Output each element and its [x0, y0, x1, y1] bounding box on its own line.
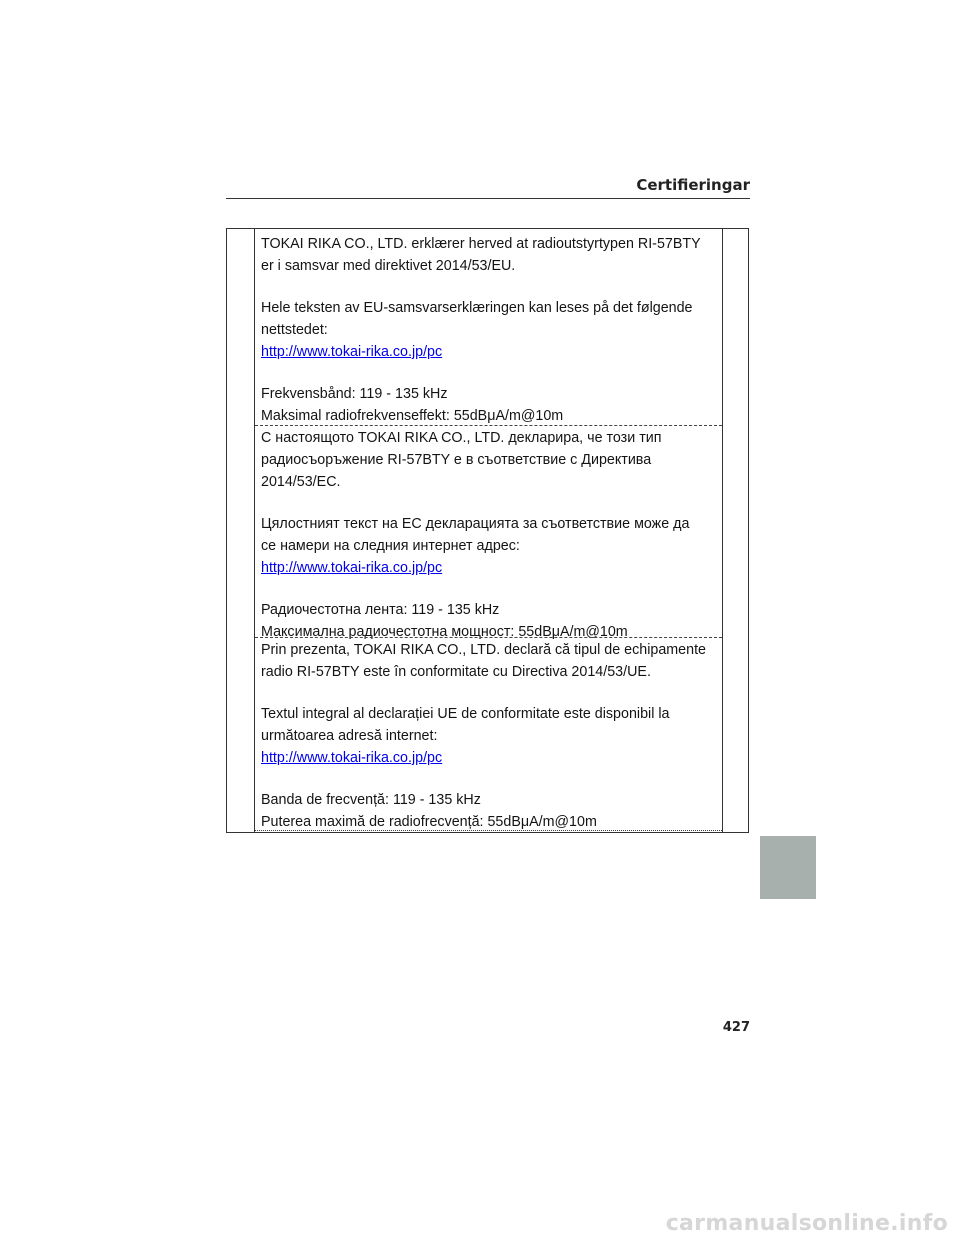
section-separator — [255, 425, 722, 426]
text-line: Prin prezenta, TOKAI RIKA CO., LTD. declară că tipul de echipamente — [261, 642, 707, 658]
declaration-url-link[interactable]: http://www.tokai-rika.co.jp/pc — [261, 750, 443, 766]
text-line: радиосъоръжение RI-57BTY е в съответствие с Директива — [261, 452, 652, 468]
full-text-paragraph — [261, 297, 714, 363]
watermark: carmanualsonline.info — [665, 1211, 948, 1236]
chapter-side-tab — [760, 836, 816, 899]
section-norwegian — [261, 233, 714, 427]
full-text-paragraph — [261, 703, 714, 769]
text-line: radio RI-57BTY este în conformitate cu Directiva 2014/53/UE. — [261, 664, 651, 680]
bottom-dotted-rule — [255, 830, 722, 831]
text-line: TOKAI RIKA CO., LTD. erklærer herved at radioutstyrtypen RI-57BTY — [261, 236, 701, 252]
frequency-band: Радиочестотна лента: 119 - 135 kHz — [261, 602, 500, 618]
declaration-paragraph — [261, 639, 714, 683]
declaration-paragraph — [261, 233, 714, 277]
text-line: er i samsvar med direktivet 2014/53/EU. — [261, 258, 516, 274]
text-line: nettstedet: — [261, 322, 328, 338]
max-power: Puterea maximă de radiofrecvență: 55dBμA/m@10m — [261, 814, 597, 830]
section-romanian — [261, 639, 714, 833]
declaration-paragraph — [261, 427, 714, 493]
full-text-paragraph — [261, 513, 714, 579]
certification-inner-frame — [254, 229, 723, 832]
text-line: următoarea adresă internet: — [261, 728, 438, 744]
frequency-band: Frekvensbånd: 119 - 135 kHz — [261, 386, 448, 402]
max-power: Maksimal radiofrekvenseffekt: 55dBμA/m@10m — [261, 408, 564, 424]
declaration-url-link[interactable]: http://www.tokai-rika.co.jp/pc — [261, 560, 443, 576]
text-line: 2014/53/ЕС. — [261, 474, 341, 490]
frequency-band: Banda de frecvență: 119 - 135 kHz — [261, 792, 481, 808]
section-bulgarian — [261, 427, 714, 643]
page-number: 427 — [722, 1020, 750, 1035]
header-rule — [226, 198, 750, 199]
text-line: Hele teksten av EU-samsvarserklæringen kan leses på det følgende — [261, 300, 693, 316]
declaration-url-link[interactable]: http://www.tokai-rika.co.jp/pc — [261, 344, 443, 360]
text-line: Цялостният текст на ЕС декларацията за съответствие може да — [261, 516, 690, 532]
frequency-paragraph — [261, 789, 714, 833]
section-separator — [255, 637, 722, 638]
page-header-title: Certifieringar — [636, 176, 750, 194]
certification-box — [226, 228, 749, 833]
max-power: Максимална радиочестотна мощност: 55dBμA/m@10m — [261, 624, 628, 640]
text-line: Textul integral al declarației UE de conformitate este disponibil la — [261, 706, 670, 722]
frequency-paragraph — [261, 383, 714, 427]
text-line: се намери на следния интернет адрес: — [261, 538, 520, 554]
text-line: С настоящото TOKAI RIKA CO., LTD. декларира, че този тип — [261, 430, 662, 446]
